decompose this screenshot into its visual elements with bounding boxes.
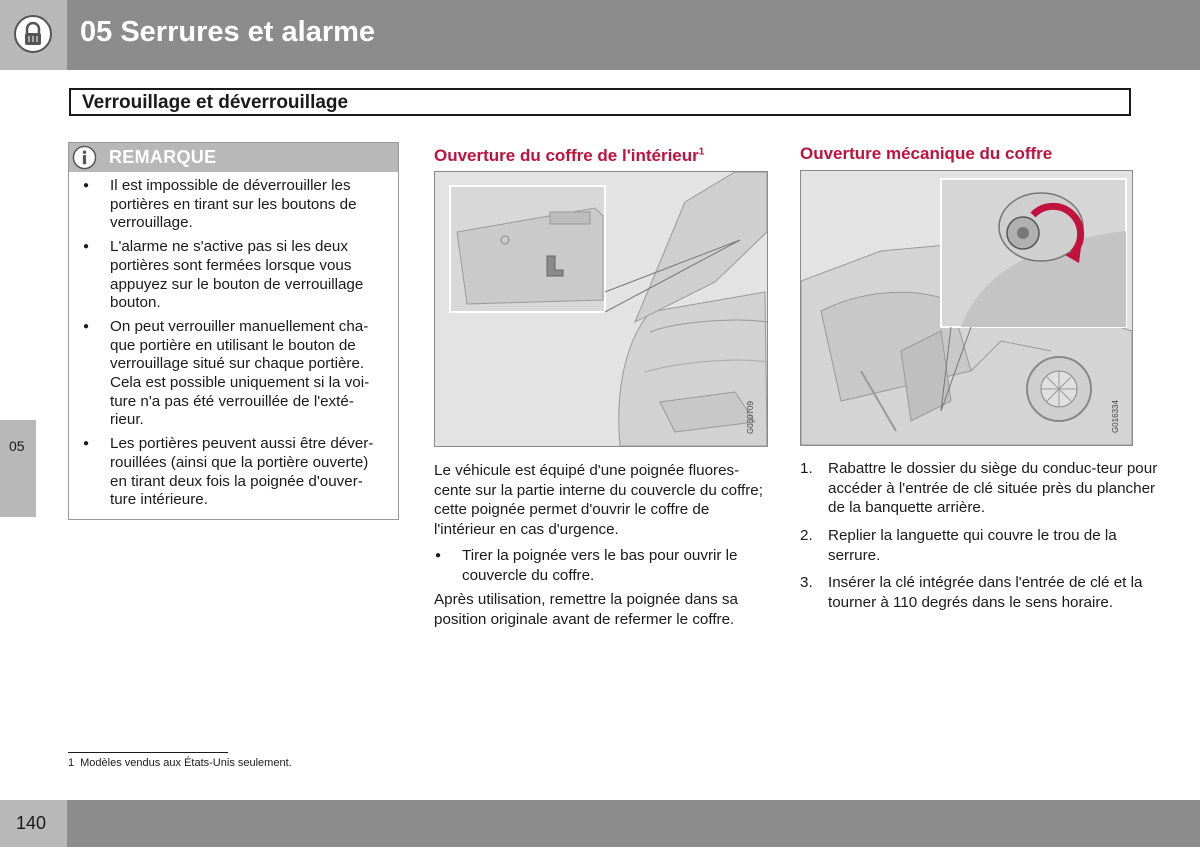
trunk-keyhole-illustration: [801, 171, 1132, 445]
step-number: 2.: [800, 527, 813, 544]
footnote-rule: [68, 752, 228, 753]
note-item: ● On peut verrouiller manuellement cha-que portière en utilisant le bouton de verrouillage situé sur chaque portière. Cela est possible uniquement si la voi-ture n'a pas été verrouillée de l'exté-rieur.: [69, 318, 398, 430]
trunk-mechanical-heading: Ouverture mécanique du coffre: [800, 144, 1053, 163]
chapter-title: 05 Serrures et alarme: [80, 16, 376, 48]
trunk-handle-illustration: [435, 172, 767, 446]
step-text: Rabattre le dossier du siège du conduc-teur pour accéder à l'entrée de clé située près du plancher de la banquette arrière.: [828, 460, 1158, 516]
note-header: [69, 143, 398, 172]
trunk-handle-figure: [434, 171, 768, 447]
footnote-ref: 1: [698, 146, 705, 158]
chapter-side-tab: [0, 420, 36, 517]
section-title-box: [69, 88, 1131, 116]
step-item: [800, 526, 1158, 565]
info-icon: [72, 145, 97, 170]
footer-bar: [0, 800, 1200, 847]
footnote: [68, 757, 292, 769]
step-number: 1.: [800, 460, 813, 477]
step-item: [800, 459, 1158, 518]
note-item: ● Il est impossible de déverrouiller les portières en tirant sur les boutons de verrouillage.: [69, 177, 398, 233]
side-tab-label: 05: [9, 438, 25, 454]
trunk-interior-heading: [434, 146, 704, 166]
note-label: REMARQUE: [109, 147, 217, 167]
step-number: 3.: [800, 574, 813, 591]
note-item: ● Les portières peuvent aussi être déver-rouillées (ainsi que la portière ouverte) en tirant deux fois la poignée d'ouver-ture intérieure.: [69, 435, 398, 510]
trunk-interior-heading-text: Ouverture du coffre de l'intérieur: [434, 146, 699, 165]
section-title: Verrouillage et déverrouillage: [82, 92, 349, 113]
trunk-interior-paragraph: Le véhicule est équipé d'une poignée fluores-cente sur la partie interne du couvercle du coffre; cette poignée permet d'ouvrir le coffre de l'intérieur en cas d'urgence.: [434, 462, 763, 538]
footnote-number: 1: [68, 757, 75, 769]
step-text: Replier la languette qui couvre le trou de la serrure.: [828, 527, 1117, 564]
trunk-interior-closing: Après utilisation, remettre la poignée dans sa position originale avant de refermer le coffre.: [434, 591, 738, 628]
header-icon-area: [0, 0, 67, 70]
figure-code: G030709: [746, 401, 755, 434]
step-text: Insérer la clé intégrée dans l'entrée de clé et la tourner à 110 degrés dans le sens horaire.: [828, 574, 1143, 611]
note-box: [68, 142, 399, 520]
trunk-keyhole-figure: [800, 170, 1133, 446]
trunk-interior-bullet: ● Tirer la poignée vers le bas pour ouvrir le couvercle du coffre.: [434, 546, 772, 585]
page-number: 140: [16, 813, 47, 833]
footnote-text: Modèles vendus aux États-Unis seulement.: [80, 757, 292, 769]
note-item: ● L'alarme ne s'active pas si les deux portières sont fermées lorsque vous appuyez sur le bouton de verrouillage bouton.: [69, 238, 398, 313]
step-item: [800, 573, 1158, 612]
padlock-icon: [14, 15, 52, 53]
note-list: [69, 177, 398, 515]
figure-code: G016334: [1111, 400, 1120, 433]
